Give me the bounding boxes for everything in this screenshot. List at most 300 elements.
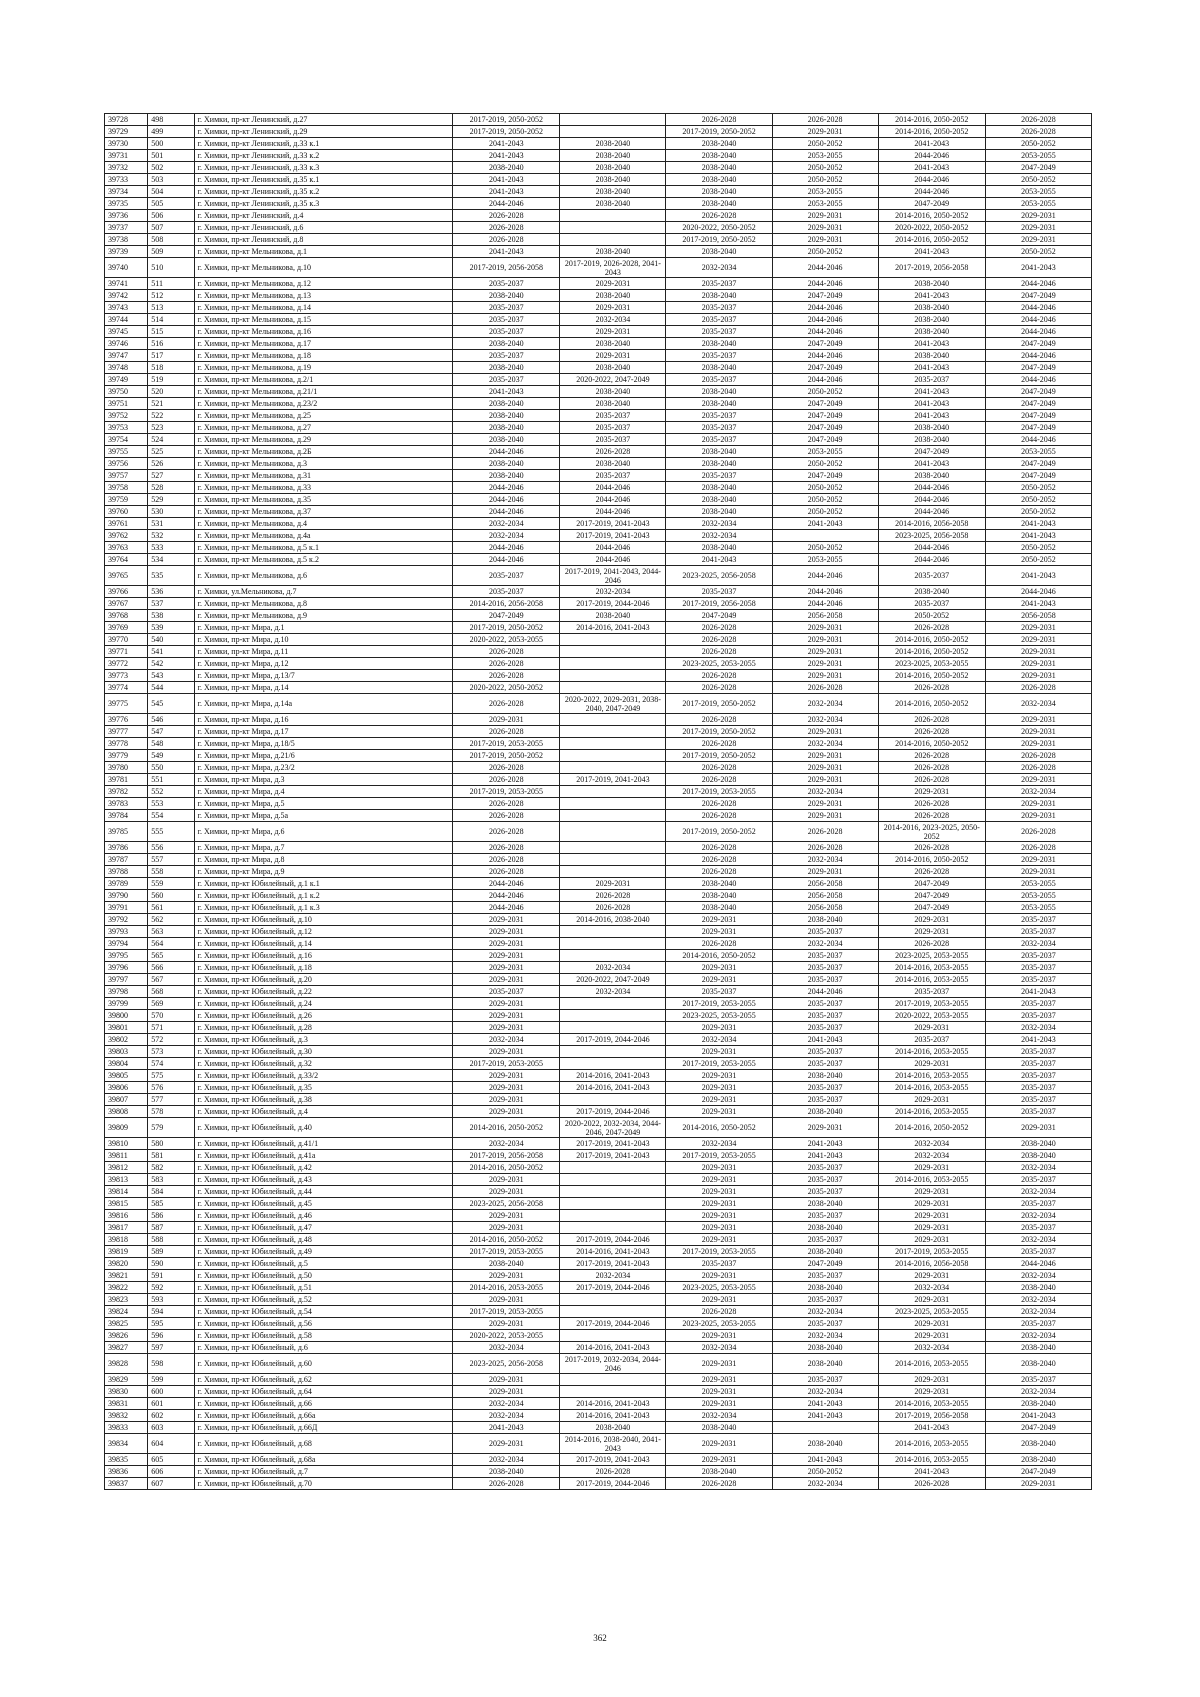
table-cell: г. Химки, пр-кт Юбилейный, д.56 [194, 1318, 453, 1330]
table-cell: 2026-2028 [453, 658, 560, 670]
table-cell: 2047-2049 [985, 470, 1091, 482]
table-cell: 506 [148, 210, 194, 222]
table-cell: г. Химки, пр-кт Ленинский, д.33 к.1 [194, 138, 453, 150]
table-cell [560, 1162, 666, 1174]
table-cell: 2032-2034 [772, 854, 878, 866]
table-cell: 2044-2046 [772, 586, 878, 598]
table-row [105, 1354, 1092, 1374]
table-cell: 2035-2037 [666, 326, 772, 338]
table-cell: 599 [148, 1374, 194, 1386]
table-row [105, 362, 1092, 374]
table-cell: 39777 [105, 726, 148, 738]
table-cell: 2038-2040 [666, 1466, 772, 1478]
table-cell: 603 [148, 1422, 194, 1434]
table-cell: 39735 [105, 198, 148, 210]
table-cell: 2044-2046 [772, 258, 878, 278]
table-cell: 2026-2028 [453, 646, 560, 658]
table-cell: 2029-2031 [878, 1198, 985, 1210]
table-cell: 2029-2031 [666, 1186, 772, 1198]
table-cell: г. Химки, пр-кт Юбилейный, д.26 [194, 1010, 453, 1022]
table-row [105, 494, 1092, 506]
table-cell: 577 [148, 1094, 194, 1106]
table-cell: 2035-2037 [772, 1022, 878, 1034]
table-cell: 39828 [105, 1354, 148, 1374]
table-cell [560, 1210, 666, 1222]
table-cell: 2026-2028 [666, 762, 772, 774]
table-cell: 2032-2034 [878, 1282, 985, 1294]
table-cell: 2038-2040 [666, 506, 772, 518]
table-cell: 552 [148, 786, 194, 798]
table-row [105, 518, 1092, 530]
table-cell: 2029-2031 [878, 914, 985, 926]
table-cell: 2038-2040 [560, 138, 666, 150]
table-cell [560, 1046, 666, 1058]
table-cell: 520 [148, 386, 194, 398]
table-cell: 39786 [105, 842, 148, 854]
table-cell: 39808 [105, 1106, 148, 1118]
table-cell: 2023-2025, 2053-2055 [666, 1318, 772, 1330]
table-row [105, 246, 1092, 258]
table-cell: г. Химки, пр-кт Мельникова, д.15 [194, 314, 453, 326]
table-cell: 2038-2040 [878, 422, 985, 434]
table-row [105, 1186, 1092, 1198]
table-cell: 2026-2028 [666, 714, 772, 726]
table-cell: 39832 [105, 1410, 148, 1422]
table-cell: г. Химки, пр-кт Юбилейный, д.40 [194, 1118, 453, 1138]
table-cell: 2029-2031 [560, 278, 666, 290]
table-row [105, 810, 1092, 822]
table-cell: 2017-2019, 2044-2046 [560, 1234, 666, 1246]
table-cell: 2026-2028 [666, 1306, 772, 1318]
table-cell: 2017-2019, 2041-2043 [560, 1138, 666, 1150]
table-cell: 2044-2046 [878, 554, 985, 566]
table-cell: 588 [148, 1234, 194, 1246]
table-cell: 2023-2025, 2053-2055 [878, 1306, 985, 1318]
table-cell: 2056-2058 [772, 890, 878, 902]
table-cell: г. Химки, пр-кт Юбилейный, д.7 [194, 1466, 453, 1478]
table-cell: 2047-2049 [772, 410, 878, 422]
table-cell: г. Химки, пр-кт Мира, д.23/2 [194, 762, 453, 774]
table-cell: 39747 [105, 350, 148, 362]
table-cell: 573 [148, 1046, 194, 1058]
table-row [105, 1082, 1092, 1094]
table-cell: 2029-2031 [985, 854, 1091, 866]
table-cell: 2029-2031 [666, 1094, 772, 1106]
table-cell [772, 530, 878, 542]
table-cell: 39760 [105, 506, 148, 518]
table-cell: г. Химки, пр-кт Юбилейный, д.43 [194, 1174, 453, 1186]
table-cell: г. Химки, пр-кт Мира, д.14а [194, 694, 453, 714]
table-cell: 519 [148, 374, 194, 386]
table-cell: 39773 [105, 670, 148, 682]
table-cell: 2035-2037 [985, 1174, 1091, 1186]
table-cell: 39792 [105, 914, 148, 926]
table-cell: 2038-2040 [878, 326, 985, 338]
table-cell: 39787 [105, 854, 148, 866]
table-cell: 39816 [105, 1210, 148, 1222]
table-cell: 2050-2052 [985, 138, 1091, 150]
table-cell: 587 [148, 1222, 194, 1234]
table-cell: 2014-2016, 2050-2052 [878, 234, 985, 246]
table-cell: 2044-2046 [560, 506, 666, 518]
table-cell: 2038-2040 [453, 362, 560, 374]
table-cell: 2041-2043 [772, 1410, 878, 1422]
table-cell: г. Химки, пр-кт Мельникова, д.13 [194, 290, 453, 302]
table-cell: 39756 [105, 458, 148, 470]
table-cell: 2038-2040 [453, 162, 560, 174]
table-cell: 2047-2049 [985, 458, 1091, 470]
table-cell: г. Химки, пр-кт Юбилейный, д.20 [194, 974, 453, 986]
table-cell: 580 [148, 1138, 194, 1150]
table-cell: 2038-2040 [985, 1282, 1091, 1294]
table-row [105, 670, 1092, 682]
table-cell: г. Химки, пр-кт Юбилейный, д.28 [194, 1022, 453, 1034]
table-cell: 2035-2037 [560, 422, 666, 434]
table-cell: 2032-2034 [666, 1342, 772, 1354]
table-cell: 2017-2019, 2050-2052 [666, 234, 772, 246]
table-cell: 2032-2034 [772, 738, 878, 750]
table-row [105, 198, 1092, 210]
table-cell: 2032-2034 [772, 938, 878, 950]
page-number: 362 [593, 1633, 607, 1643]
table-cell: 539 [148, 622, 194, 634]
table-cell: 2050-2052 [772, 458, 878, 470]
table-cell: 2032-2034 [985, 1306, 1091, 1318]
table-cell: 2041-2043 [878, 162, 985, 174]
table-cell: 2035-2037 [666, 314, 772, 326]
table-cell: 2032-2034 [878, 1342, 985, 1354]
table-cell: 2044-2046 [985, 586, 1091, 598]
table-cell: 2032-2034 [985, 694, 1091, 714]
table-cell: 39783 [105, 798, 148, 810]
table-cell: 2044-2046 [878, 186, 985, 198]
table-cell: г. Химки, пр-кт Мельникова, д.14 [194, 302, 453, 314]
table-cell: 2029-2031 [453, 1046, 560, 1058]
table-cell: 39742 [105, 290, 148, 302]
table-cell: 549 [148, 750, 194, 762]
table-cell: 2050-2052 [772, 162, 878, 174]
table-cell: 2047-2049 [985, 162, 1091, 174]
table-cell: 2050-2052 [985, 506, 1091, 518]
table-cell: 2026-2028 [772, 114, 878, 126]
table-row [105, 234, 1092, 246]
table-cell: 2032-2034 [878, 1138, 985, 1150]
table-cell: 2041-2043 [878, 386, 985, 398]
table-cell: 39734 [105, 186, 148, 198]
table-cell: 551 [148, 774, 194, 786]
table-cell: 2017-2019, 2053-2055 [453, 1306, 560, 1318]
table-cell: 2029-2031 [878, 1210, 985, 1222]
table-cell: 2014-2016, 2053-2055 [878, 1354, 985, 1374]
table-cell: 535 [148, 566, 194, 586]
table-cell: 2029-2031 [560, 350, 666, 362]
table-cell [560, 938, 666, 950]
table-cell: г. Химки, пр-кт Юбилейный, д.66а [194, 1410, 453, 1422]
table-cell: 39796 [105, 962, 148, 974]
table-cell: 2029-2031 [985, 714, 1091, 726]
table-cell: 600 [148, 1386, 194, 1398]
table-cell: 2047-2049 [453, 610, 560, 622]
table-cell: 2014-2016, 2038-2040, 2041-2043 [560, 1434, 666, 1454]
table-cell [560, 1022, 666, 1034]
table-cell: 2035-2037 [772, 1186, 878, 1198]
table-cell: 2032-2034 [985, 1270, 1091, 1282]
table-cell: 2038-2040 [666, 186, 772, 198]
table-row [105, 506, 1092, 518]
table-cell [560, 1330, 666, 1342]
table-cell: 2029-2031 [453, 1434, 560, 1454]
table-cell: 2041-2043 [985, 1034, 1091, 1046]
table-cell: 2038-2040 [666, 878, 772, 890]
table-cell: 2029-2031 [666, 1234, 772, 1246]
table-cell: 511 [148, 278, 194, 290]
table-cell: 2044-2046 [453, 198, 560, 210]
table-cell: 508 [148, 234, 194, 246]
table-cell: 574 [148, 1058, 194, 1070]
table-cell: 2029-2031 [666, 1106, 772, 1118]
table-cell: 2014-2016, 2053-2055 [878, 1434, 985, 1454]
table-cell: 39799 [105, 998, 148, 1010]
table-cell: 2029-2031 [666, 1354, 772, 1374]
table-cell: г. Химки, пр-кт Юбилейный, д.64 [194, 1386, 453, 1398]
table-cell: 2014-2016, 2050-2052 [453, 1162, 560, 1174]
table-cell: 2038-2040 [453, 290, 560, 302]
table-cell: 2029-2031 [666, 1386, 772, 1398]
table-cell: 2014-2016, 2050-2052 [878, 210, 985, 222]
table-cell: 39743 [105, 302, 148, 314]
table-cell: 2026-2028 [878, 762, 985, 774]
table-cell: 2026-2028 [878, 714, 985, 726]
table-cell: 2014-2016, 2050-2052 [878, 738, 985, 750]
table-cell: 2041-2043 [453, 186, 560, 198]
table-cell: 2044-2046 [985, 350, 1091, 362]
table-cell: 2035-2037 [878, 566, 985, 586]
table-cell: 2056-2058 [772, 610, 878, 622]
table-cell: 565 [148, 950, 194, 962]
table-cell: 2041-2043 [878, 1422, 985, 1434]
table-cell: 563 [148, 926, 194, 938]
table-cell: 556 [148, 842, 194, 854]
table-row [105, 1294, 1092, 1306]
table-cell: 2029-2031 [772, 658, 878, 670]
table-cell: 2044-2046 [453, 554, 560, 566]
table-row [105, 902, 1092, 914]
table-cell: г. Химки, пр-кт Ленинский, д.27 [194, 114, 453, 126]
table-cell: 39749 [105, 374, 148, 386]
table-cell: 2029-2031 [666, 962, 772, 974]
table-cell: 39744 [105, 314, 148, 326]
table-cell [560, 210, 666, 222]
table-cell: 2026-2028 [453, 1478, 560, 1490]
table-cell: 2038-2040 [772, 1246, 878, 1258]
table-cell: 2017-2019, 2053-2055 [666, 1058, 772, 1070]
table-cell: г. Химки, пр-кт Мельникова, д.37 [194, 506, 453, 518]
table-cell: 2029-2031 [772, 210, 878, 222]
table-cell: 2026-2028 [878, 938, 985, 950]
table-cell: 2041-2043 [878, 362, 985, 374]
table-cell: 2038-2040 [560, 362, 666, 374]
table-cell: 39759 [105, 494, 148, 506]
table-row [105, 878, 1092, 890]
table-cell: 2035-2037 [453, 302, 560, 314]
table-cell: г. Химки, пр-кт Юбилейный, д.33/2 [194, 1070, 453, 1082]
table-cell: 533 [148, 542, 194, 554]
table-cell: 2047-2049 [772, 398, 878, 410]
table-cell: 2047-2049 [985, 1422, 1091, 1434]
table-cell: 39804 [105, 1058, 148, 1070]
table-cell: 2026-2028 [985, 114, 1091, 126]
table-cell: 2026-2028 [560, 1466, 666, 1478]
table-row [105, 1094, 1092, 1106]
table-row [105, 210, 1092, 222]
table-cell: 2032-2034 [560, 986, 666, 998]
table-cell: 2047-2049 [878, 198, 985, 210]
table-cell: 2017-2019, 2050-2052 [453, 622, 560, 634]
table-cell: 2035-2037 [772, 1318, 878, 1330]
table-cell: 2041-2043 [772, 1034, 878, 1046]
table-cell: 2017-2019, 2050-2052 [453, 126, 560, 138]
table-cell: 2038-2040 [453, 1466, 560, 1478]
table-cell: 2035-2037 [453, 586, 560, 598]
table-cell: 2029-2031 [453, 1210, 560, 1222]
table-cell: 2029-2031 [666, 1454, 772, 1466]
table-cell: г. Химки, пр-кт Юбилейный, д.3 [194, 1034, 453, 1046]
table-cell: 2038-2040 [453, 398, 560, 410]
table-cell: 39824 [105, 1306, 148, 1318]
table-cell: 39789 [105, 878, 148, 890]
table-cell: 2041-2043 [878, 398, 985, 410]
table-cell: 2026-2028 [666, 854, 772, 866]
table-cell [560, 998, 666, 1010]
table-cell: 2035-2037 [772, 1174, 878, 1186]
table-cell: 498 [148, 114, 194, 126]
table-cell: 2029-2031 [985, 210, 1091, 222]
table-cell: г. Химки, пр-кт Мельникова, д.33 [194, 482, 453, 494]
table-row [105, 1454, 1092, 1466]
table-cell: 504 [148, 186, 194, 198]
table-row [105, 1106, 1092, 1118]
table-cell: 2050-2052 [878, 610, 985, 622]
table-cell: 2029-2031 [666, 1046, 772, 1058]
table-row [105, 566, 1092, 586]
table-cell: 2029-2031 [666, 1330, 772, 1342]
table-cell: 39728 [105, 114, 148, 126]
table-cell [560, 798, 666, 810]
table-cell: 2038-2040 [666, 338, 772, 350]
table-cell: 2038-2040 [560, 338, 666, 350]
table-cell: 2020-2022, 2050-2052 [453, 682, 560, 694]
table-cell: 2014-2016, 2053-2055 [878, 962, 985, 974]
table-cell: 2029-2031 [453, 1022, 560, 1034]
table-cell: 2017-2019, 2053-2055 [453, 786, 560, 798]
table-cell: 2029-2031 [453, 974, 560, 986]
table-cell: 2032-2034 [772, 786, 878, 798]
table-cell: г. Химки, пр-кт Юбилейный, д.48 [194, 1234, 453, 1246]
table-cell: 2032-2034 [666, 258, 772, 278]
table-cell: 2038-2040 [985, 1342, 1091, 1354]
table-cell: 2047-2049 [772, 1258, 878, 1270]
table-cell: 39807 [105, 1094, 148, 1106]
table-cell: 2041-2043 [666, 554, 772, 566]
table-cell: 2032-2034 [453, 518, 560, 530]
table-row [105, 174, 1092, 186]
table-cell: 2026-2028 [878, 842, 985, 854]
table-cell: 2029-2031 [453, 1294, 560, 1306]
table-cell: 2029-2031 [772, 646, 878, 658]
table-cell: 2026-2028 [666, 738, 772, 750]
table-cell: 2032-2034 [453, 1398, 560, 1410]
table-row [105, 1410, 1092, 1422]
table-cell: 2035-2037 [985, 1106, 1091, 1118]
table-cell: 605 [148, 1454, 194, 1466]
table-cell: г. Химки, пр-кт Юбилейный, д.41/1 [194, 1138, 453, 1150]
table-cell: 512 [148, 290, 194, 302]
table-cell: 2017-2019, 2053-2055 [666, 1150, 772, 1162]
table-cell: 39794 [105, 938, 148, 950]
table-cell: 2032-2034 [560, 586, 666, 598]
table-cell: 2041-2043 [878, 338, 985, 350]
table-cell: 39779 [105, 750, 148, 762]
table-cell: 2014-2016, 2050-2052 [453, 1118, 560, 1138]
table-cell: 39766 [105, 586, 148, 598]
table-cell: 515 [148, 326, 194, 338]
table-cell: 2029-2031 [772, 798, 878, 810]
table-cell: 2038-2040 [666, 494, 772, 506]
table-cell: 2044-2046 [878, 482, 985, 494]
table-cell: 2047-2049 [985, 398, 1091, 410]
table-cell: 2017-2019, 2053-2055 [878, 1246, 985, 1258]
table-cell: 2041-2043 [878, 458, 985, 470]
table-cell: 2026-2028 [453, 694, 560, 714]
table-row [105, 598, 1092, 610]
table-cell: 2035-2037 [985, 950, 1091, 962]
table-cell: 2044-2046 [453, 878, 560, 890]
table-row [105, 1222, 1092, 1234]
table-cell: г. Химки, пр-кт Мира, д.13/7 [194, 670, 453, 682]
table-cell: 2044-2046 [453, 542, 560, 554]
table-cell: 39825 [105, 1318, 148, 1330]
table-cell: 2014-2016, 2053-2055 [878, 974, 985, 986]
table-cell: 39738 [105, 234, 148, 246]
table-cell: г. Химки, пр-кт Мира, д.14 [194, 682, 453, 694]
table-cell: 2047-2049 [878, 890, 985, 902]
table-row [105, 998, 1092, 1010]
table-cell: 2044-2046 [772, 566, 878, 586]
table-cell: 2014-2016, 2041-2043 [560, 1082, 666, 1094]
table-cell: 39781 [105, 774, 148, 786]
table-cell: 2038-2040 [878, 586, 985, 598]
table-cell: 542 [148, 658, 194, 670]
table-cell: 2026-2028 [878, 622, 985, 634]
table-row [105, 1210, 1092, 1222]
table-cell: 2017-2019, 2044-2046 [560, 1282, 666, 1294]
table-cell: 2041-2043 [878, 410, 985, 422]
table-cell: 39770 [105, 634, 148, 646]
table-cell [560, 1294, 666, 1306]
table-cell: 2029-2031 [772, 126, 878, 138]
table-cell: 39774 [105, 682, 148, 694]
table-cell: г. Химки, пр-кт Мира, д.1 [194, 622, 453, 634]
table-row [105, 1138, 1092, 1150]
table-cell: 2038-2040 [772, 1198, 878, 1210]
table-cell: 2053-2055 [985, 150, 1091, 162]
table-row [105, 842, 1092, 854]
table-cell: 2029-2031 [666, 1210, 772, 1222]
table-cell [560, 222, 666, 234]
table-cell [560, 646, 666, 658]
table-cell: 529 [148, 494, 194, 506]
table-cell: 2014-2016, 2053-2055 [878, 1454, 985, 1466]
